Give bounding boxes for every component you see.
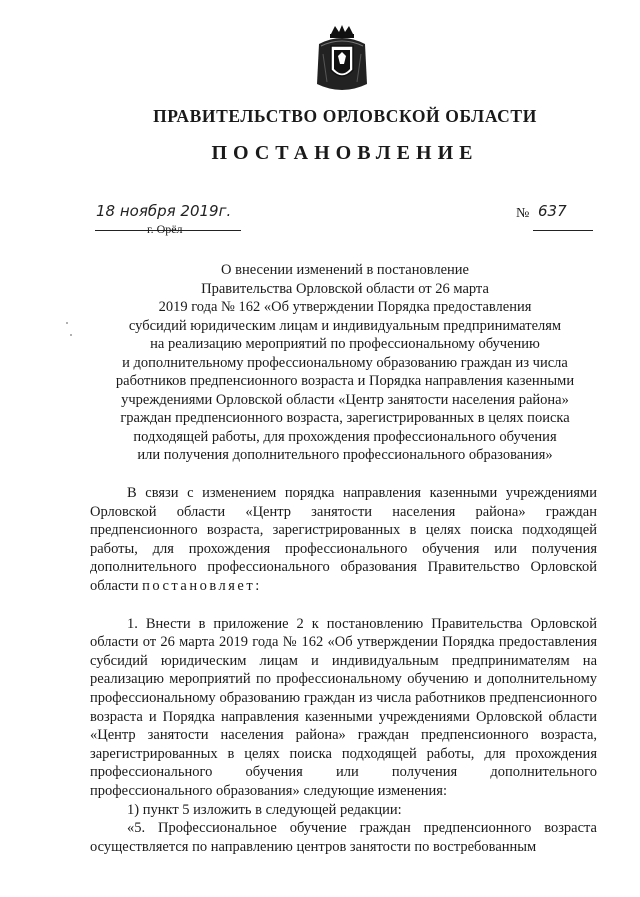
document-city: г. Орёл bbox=[147, 222, 183, 236]
document-subject bbox=[110, 261, 580, 465]
subject-line: 2019 года № 162 «Об утверждении Порядка предоставления bbox=[158, 299, 532, 315]
subject-line: на реализацию мероприятий по профессиональному обучению bbox=[150, 336, 540, 352]
subject-line: Правительства Орловской области от 26 марта bbox=[201, 280, 489, 297]
document-date: 18 ноября 2019г. bbox=[96, 202, 232, 220]
number-label: № bbox=[516, 206, 530, 221]
item-1-paragraph: 1. Внести в приложение 2 к постановлению Правительства Орловской области от 26 марта 2019 года № 162 «Об утверждении Порядка предоставления субсидий юридическим лицам и индивидуальным предпринимателям на реализацию мероприятий по профессиональному обучению и дополнительному профессиональному образованию граждан из числа работников предпенсионного возраста и Порядка направления казенными учреждениями Орловской области «Центр занятости населения района» граждан предпенсионного возраста, зарегистрированных в целях поиска подходящей работы, для прохождения профессионального обучения или получения дополнительного профессионального образования» следующие изменения: bbox=[90, 615, 597, 799]
subject-line: и дополнительному профессиональному образованию граждан из числа bbox=[122, 354, 568, 371]
document-number: 637 bbox=[538, 202, 567, 220]
subject-line: субсидий юридическим лицам и индивидуальным предпринимателям bbox=[128, 317, 562, 334]
government-title: ПРАВИТЕЛЬСТВО ОРЛОВСКОЙ ОБЛАСТИ bbox=[153, 106, 537, 126]
subject-line: или получения дополнительного профессионального образования» bbox=[137, 447, 553, 463]
decree-word: постановляет: bbox=[142, 577, 262, 594]
subject-line: учреждениями Орловской области «Центр занятости населения района» bbox=[121, 391, 569, 408]
preamble-text: В связи с изменением порядка направления казенными учреждениями Орловской области «Центр занятости населения района» граждан предпенсионного возраста, зарегистрированных в целях поиска подходящей работы, для прохождения профессионального обучения или получения дополнительного профессионального образования Правительство Орловской области bbox=[90, 485, 597, 594]
quoted-item-5-paragraph: «5. Профессиональное обучение граждан предпенсионного возраста осуществляется по направлению центров занятости по востребованным bbox=[90, 820, 597, 855]
subitem-1-paragraph: 1) пункт 5 изложить в следующей редакции: bbox=[127, 801, 402, 818]
subject-line: работников предпенсионного возраста и Порядка направления казенными bbox=[115, 373, 575, 389]
coat-of-arms-emblem bbox=[313, 24, 371, 96]
subject-line: О внесении изменений в постановление bbox=[221, 262, 469, 278]
scan-speck bbox=[66, 322, 68, 324]
scan-speck bbox=[70, 334, 72, 336]
document-type-title: ПОСТАНОВЛЕНИЕ bbox=[211, 142, 479, 164]
preamble-paragraph bbox=[90, 484, 597, 596]
subject-line: граждан предпенсионного возраста, зарегистрированных в целях поиска bbox=[120, 410, 570, 426]
document-body bbox=[90, 484, 597, 856]
subject-line: подходящей работы, для прохождения профессионального обучения bbox=[133, 428, 557, 445]
